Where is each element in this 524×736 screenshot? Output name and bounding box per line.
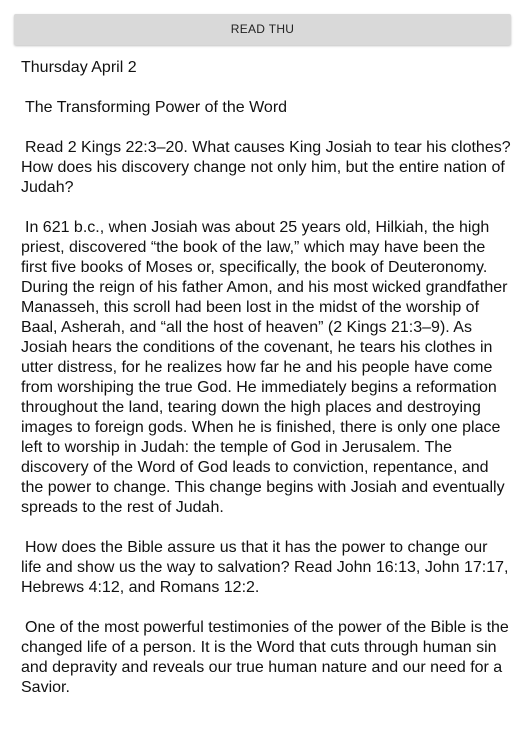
lesson-paragraph-2: In 621 b.c., when Josiah was about 25 years old, Hilkiah, the high priest, discovered “the book of the law,” which may have been the first five books of Moses or, specifically, the book of Deuteronomy. During the reign of his father Amon, and his most wicked grandfather Manasseh, this scroll had been lost in the midst of the worship of Baal, Asherah, and “all the host of heaven” (2 Kings 21:3–9). As Josiah hears the conditions of the covenant, he tears his clothes in utter distress, for he realizes how far he and his people have come from worshiping the true God. He immediately begins a reformation throughout the land, tearing down the high places and destroying images to foreign gods. When he is finished, there is only one place left to worship in Judah: the temple of God in Jerusalem. The discovery of the Word of God leads to conviction, repentance, and the power to change. This change begins with Josiah and eventually spreads to the rest of Judah. <box>21 219 508 516</box>
lesson-paragraph-3: How does the Bible assure us that it has the power to change our life and show us the way to salvation? Read John 16:13, John 17:17, Hebrews 4:12, and Romans 12:2. <box>21 539 509 596</box>
lesson-paragraph-4: One of the most powerful testimonies of the power of the Bible is the changed life of a person. It is the Word that cuts through human sin and depravity and reveals our true human nature and our need for a Savior. <box>21 619 509 696</box>
lesson-content <box>21 54 511 698</box>
lesson-date: Thursday April 2 <box>21 59 137 76</box>
lesson-title: The Transforming Power of the Word <box>25 99 288 116</box>
read-thu-button[interactable]: READ THU <box>14 14 511 45</box>
lesson-paragraph-1: Read 2 Kings 22:3–20. What causes King Josiah to tear his clothes? How does his discovery change not only him, but the entire nation of Judah? <box>21 139 511 196</box>
